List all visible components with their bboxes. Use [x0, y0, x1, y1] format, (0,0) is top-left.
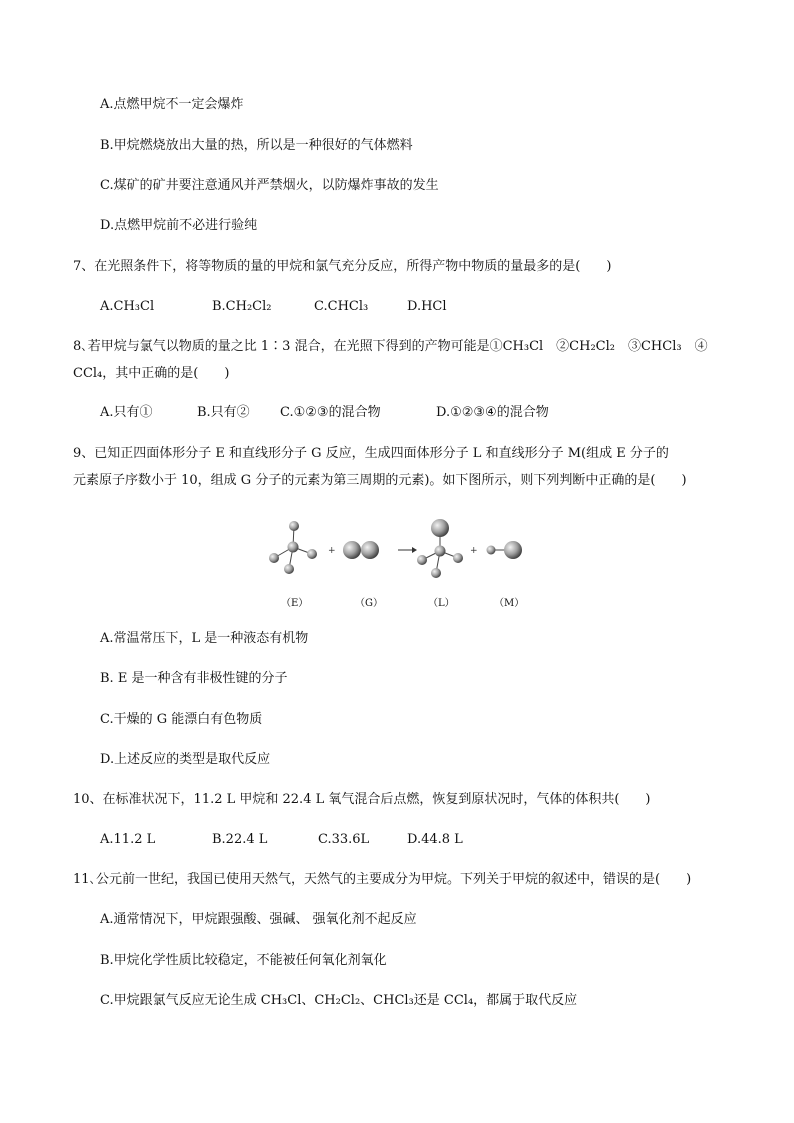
q11-option-b: B.甲烷化学性质比较稳定，不能被任何氧化剂氧化	[100, 953, 387, 968]
plus-sign: +	[470, 546, 478, 556]
q7-stem: 7、在光照条件下，将等物质的量的甲烷和氯气充分反应，所得产物中物质的量最多的是( )	[73, 259, 612, 274]
diagram-label-l: （L）	[428, 598, 455, 609]
molecule-l	[417, 519, 463, 578]
q7-option-a: A.CH₃Cl	[100, 299, 155, 314]
q7-options	[100, 297, 500, 317]
q9-option-a: A.常温常压下，L 是一种液态有机物	[100, 631, 309, 646]
q6-option-b: B.甲烷燃烧放出大量的热，所以是一种很好的气体燃料	[100, 138, 413, 153]
diagram-label-e: （E）	[281, 598, 309, 609]
q10-options	[100, 830, 500, 850]
q11-option-a: A.通常情况下，甲烷跟强酸、强碱、 强氧化剂不起反应	[100, 912, 417, 927]
q7-option-d: D.HCl	[407, 299, 447, 314]
molecule-m	[487, 541, 523, 559]
q11-stem: 11､公元前一世纪，我国已使用天然气，天然气的主要成分为甲烷。下列关于甲烷的叙述中，错误的是( )	[73, 872, 692, 887]
molecule-g	[343, 541, 379, 559]
q8-options	[100, 403, 600, 423]
q9-option-b: B. E 是一种含有非极性键的分子	[100, 671, 288, 686]
q7-option-b: B.CH₂Cl₂	[212, 299, 272, 314]
q9-option-c: C.干燥的 G 能漂白有色物质	[100, 712, 263, 727]
q10-option-b: B.22.4 L	[212, 832, 268, 847]
reaction-arrow	[398, 547, 417, 553]
q9-option-d: D.上述反应的类型是取代反应	[100, 752, 271, 767]
q9-stem-line2: 元素原子序数小于 10，组成 G 分子的元素为第三周期的元素)。如下图所示，则下列判断中正确的是( )	[73, 473, 687, 488]
q6-option-c: C.煤矿的矿井要注意通风并严禁烟火，以防爆炸事故的发生	[100, 178, 439, 193]
q7-option-c: C.CHCl₃	[314, 299, 369, 314]
plus-sign: +	[328, 546, 336, 556]
q10-option-a: A.11.2 L	[100, 832, 156, 847]
diagram-label-g: （G）	[355, 598, 383, 609]
molecule-e	[269, 521, 317, 574]
q11-option-c: C.甲烷跟氯气反应无论生成 CH₃Cl、CH₂Cl₂、CHCl₃还是 CCl₄，都属于取代反应	[100, 993, 578, 1008]
q8-option-d: D.①②③④的混合物	[436, 405, 549, 420]
q6-option-d: D.点燃甲烷前不必进行验纯	[100, 218, 258, 233]
q8-stem-line2: CCl₄，其中正确的是( )	[73, 366, 230, 381]
q9-stem-line1: 9、已知正四面体形分子 E 和直线形分子 G 反应，生成四面体形分子 L 和直线形分子 M(组成 E 分子的	[73, 446, 669, 461]
q8-option-c: C.①②③的混合物	[280, 405, 381, 420]
q10-stem: 10、在标准状况下，11.2 L 甲烷和 22.4 L 氧气混合后点燃，恢复到原状况时，气体的体积共( )	[73, 792, 651, 807]
q8-stem-line1: 8､若甲烷与氯气以物质的量之比 1∶3 混合，在光照下得到的产物可能是①CH₃Cl ②CH₂Cl₂ ③CHCl₃ ④	[73, 339, 708, 354]
q10-option-d: D.44.8 L	[407, 832, 463, 847]
q10-option-c: C.33.6L	[318, 832, 370, 847]
q6-option-a: A.点燃甲烷不一定会爆炸	[100, 97, 244, 112]
q8-option-a: A.只有①	[100, 405, 153, 420]
q8-option-b: B.只有②	[197, 405, 250, 420]
diagram-label-m: （M）	[494, 598, 525, 609]
